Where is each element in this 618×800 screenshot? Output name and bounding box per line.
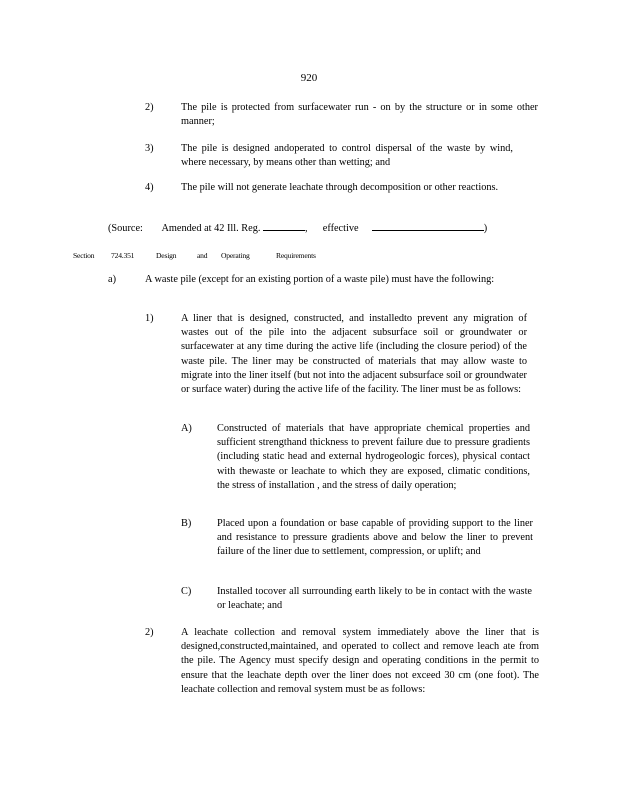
source-effective: effective <box>322 223 359 234</box>
subsection-label: a) <box>108 274 116 285</box>
section-number: 724.351 <box>111 251 135 260</box>
sub-item-text: Constructed of materials that have appropriate chemical properties and sufficient strengthand thickness to prevent failure due to pressure gradients (including static head and external hydrogeologic forces), physical contact with thewaste or leachate to which they are exposed, climatic conditions, the stress of installation , and the stress of daily operation; <box>217 423 530 491</box>
page-number: 920 <box>300 72 318 84</box>
source-open: (Source: <box>108 223 143 234</box>
item-text: A liner that is designed, constructed, and installedto prevent any migration of wastes out of the pile into the adjacent subsurface soil or groundwater or surfacewater at any time during the active life (including the closure period) of the waste pile. The liner may be constructed of materials that may allow waste to migrate into the liner itself (but not into the adjacent subsurface soil or groundwater or surface water) during the active life of the facility. The liner must be as follows: <box>181 313 527 396</box>
item-text: A leachate collection and removal system immediately above the liner that is designed,constructed,maintained, and operated to collect and remove leach ate from the pile. The Agency must specify design and operating conditions in the permit to ensure that the leachate depth over the liner does not exceed 30 cm (one foot). The leachate collection and removal system must be as follows: <box>181 627 539 695</box>
item-label: 2) <box>145 627 154 638</box>
section-title-word: Requirements <box>276 251 316 260</box>
section-title-word: Design <box>156 251 177 260</box>
list-item-label: 4) <box>145 182 154 193</box>
source-close: ) <box>483 223 488 234</box>
sub-item-text: Installed tocover all surrounding earth likely to be in contact with the waste or leachate; and <box>217 586 532 612</box>
item-label: 1) <box>145 313 154 324</box>
sub-item-label: C) <box>181 586 192 597</box>
effective-date-blank <box>372 221 484 231</box>
list-item-text: The pile is protected from surfacewater run - on by the structure or in some other manner; <box>181 102 538 128</box>
subsection-text: A waste pile (except for an existing portion of a waste pile) must have the following: <box>145 274 495 285</box>
list-item-label: 3) <box>145 143 154 154</box>
section-word: Section <box>73 251 95 260</box>
sub-item-label: B) <box>181 518 192 529</box>
section-title-word: and <box>197 251 208 260</box>
list-item-text: The pile will not generate leachate through decomposition or other reactions. <box>181 182 499 193</box>
register-number-blank <box>263 221 305 231</box>
section-title-word: Operating <box>221 251 250 260</box>
sub-item-text: Placed upon a foundation or base capable of providing support to the liner and resistance to pressure gradients above and below the liner to prevent failure of the liner due to settlement, compression, or uplift; and <box>217 518 533 558</box>
source-amended: Amended at 42 Ill. Reg. <box>161 223 261 234</box>
list-item-text: The pile is designed andoperated to control dispersal of the waste by wind, where necessary, by means other than wetting; and <box>181 143 513 169</box>
source-note: (Source: Amended at 42 Ill. Reg. , effective ) <box>108 223 488 234</box>
list-item-label: 2) <box>145 102 154 113</box>
sub-item-label: A) <box>181 423 192 434</box>
